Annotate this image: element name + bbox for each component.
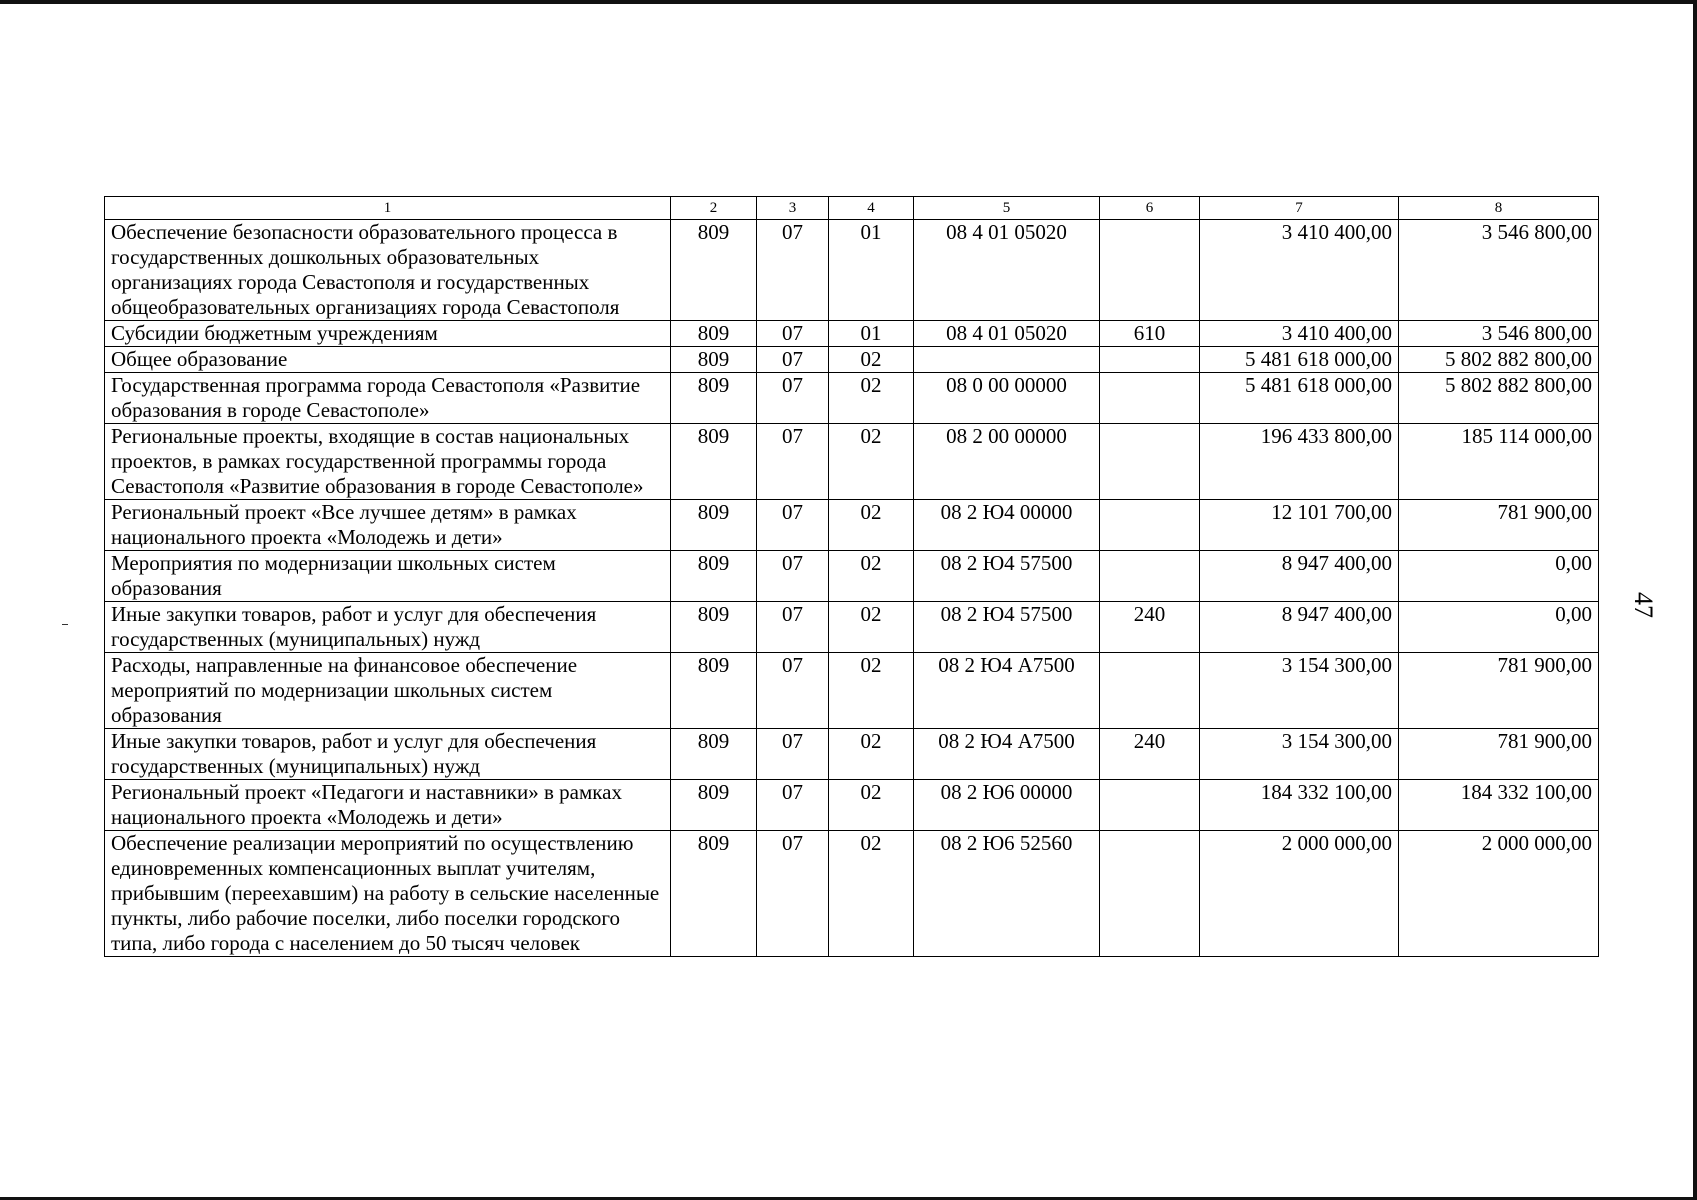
row-amount-col8: 781 900,00: [1399, 653, 1599, 729]
row-section: 07: [757, 424, 829, 500]
row-amount-col8: 3 546 800,00: [1399, 220, 1599, 321]
header-cell: 3: [757, 197, 829, 220]
table-row: [105, 729, 1599, 780]
row-amount-col8: 184 332 100,00: [1399, 780, 1599, 831]
row-target-article: 08 0 00 00000: [914, 373, 1100, 424]
scan-speck: [62, 624, 68, 625]
row-amount-col8: 5 802 882 800,00: [1399, 347, 1599, 373]
row-expense-type: [1100, 220, 1200, 321]
table-header-row: [105, 197, 1599, 220]
table-row: [105, 780, 1599, 831]
row-name: Обеспечение реализации мероприятий по осуществлению единовременных компенсационных выплат учителям, прибывшим (переехавшим) на работу в сельские населенные пункты, либо рабочие поселки, либо поселки городского типа, либо города с населением до 50 тысяч человек: [105, 831, 671, 957]
header-cell: 1: [105, 197, 671, 220]
row-amount-col8: 781 900,00: [1399, 729, 1599, 780]
row-subsection: 02: [829, 653, 914, 729]
row-admin-code: 809: [671, 780, 757, 831]
table-row: [105, 500, 1599, 551]
row-name: Мероприятия по модернизации школьных систем образования: [105, 551, 671, 602]
scan-border-top: [0, 0, 1697, 4]
row-expense-type: [1100, 551, 1200, 602]
row-target-article: 08 2 Ю4 A7500: [914, 729, 1100, 780]
header-cell: 5: [914, 197, 1100, 220]
row-admin-code: 809: [671, 500, 757, 551]
budget-table: [104, 196, 1599, 957]
row-admin-code: 809: [671, 220, 757, 321]
row-name: Иные закупки товаров, работ и услуг для обеспечения государственных (муниципальных) нужд: [105, 602, 671, 653]
row-subsection: 02: [829, 347, 914, 373]
row-section: 07: [757, 831, 829, 957]
row-admin-code: 809: [671, 347, 757, 373]
row-amount-col7: 2 000 000,00: [1200, 831, 1399, 957]
table-row: [105, 831, 1599, 957]
row-amount-col7: 8 947 400,00: [1200, 551, 1399, 602]
table-row: [105, 424, 1599, 500]
row-amount-col8: 185 114 000,00: [1399, 424, 1599, 500]
row-section: 07: [757, 653, 829, 729]
row-amount-col7: 8 947 400,00: [1200, 602, 1399, 653]
header-cell: 2: [671, 197, 757, 220]
table-row: [105, 347, 1599, 373]
row-expense-type: [1100, 347, 1200, 373]
row-subsection: 02: [829, 373, 914, 424]
row-section: 07: [757, 729, 829, 780]
row-amount-col7: 196 433 800,00: [1200, 424, 1399, 500]
row-amount-col8: 3 546 800,00: [1399, 321, 1599, 347]
row-amount-col8: 2 000 000,00: [1399, 831, 1599, 957]
row-name: Расходы, направленные на финансовое обеспечение мероприятий по модернизации школьных систем образования: [105, 653, 671, 729]
row-expense-type: 610: [1100, 321, 1200, 347]
row-amount-col8: 0,00: [1399, 602, 1599, 653]
row-admin-code: 809: [671, 551, 757, 602]
header-cell: 8: [1399, 197, 1599, 220]
page-number: 47: [1629, 592, 1658, 618]
row-admin-code: 809: [671, 602, 757, 653]
row-section: 07: [757, 602, 829, 653]
row-expense-type: [1100, 500, 1200, 551]
row-amount-col8: 0,00: [1399, 551, 1599, 602]
row-target-article: 08 2 Ю6 52560: [914, 831, 1100, 957]
row-amount-col7: 3 410 400,00: [1200, 220, 1399, 321]
row-expense-type: 240: [1100, 602, 1200, 653]
row-target-article: 08 2 Ю4 57500: [914, 602, 1100, 653]
scan-border-right: [1693, 0, 1697, 1200]
row-name: Региональные проекты, входящие в состав национальных проектов, в рамках государственной программы города Севастополя «Развитие образования в городе Севастополе»: [105, 424, 671, 500]
row-subsection: 02: [829, 729, 914, 780]
table-row: [105, 653, 1599, 729]
row-section: 07: [757, 220, 829, 321]
row-subsection: 02: [829, 602, 914, 653]
row-admin-code: 809: [671, 321, 757, 347]
row-name: Иные закупки товаров, работ и услуг для обеспечения государственных (муниципальных) нужд: [105, 729, 671, 780]
row-name: Региональный проект «Педагоги и наставники» в рамках национального проекта «Молодежь и дети»: [105, 780, 671, 831]
table-row: [105, 321, 1599, 347]
row-target-article: 08 2 Ю4 00000: [914, 500, 1100, 551]
row-section: 07: [757, 500, 829, 551]
row-name: Региональный проект «Все лучшее детям» в рамках национального проекта «Молодежь и дети»: [105, 500, 671, 551]
row-name: Государственная программа города Севастополя «Развитие образования в городе Севастополе»: [105, 373, 671, 424]
row-name: Общее образование: [105, 347, 671, 373]
row-subsection: 02: [829, 551, 914, 602]
header-cell: 4: [829, 197, 914, 220]
row-subsection: 02: [829, 500, 914, 551]
row-expense-type: 240: [1100, 729, 1200, 780]
row-admin-code: 809: [671, 373, 757, 424]
row-amount-col7: 5 481 618 000,00: [1200, 347, 1399, 373]
table-row: [105, 551, 1599, 602]
row-amount-col8: 781 900,00: [1399, 500, 1599, 551]
row-target-article: 08 2 00 00000: [914, 424, 1100, 500]
row-subsection: 02: [829, 831, 914, 957]
header-cell: 7: [1200, 197, 1399, 220]
row-subsection: 02: [829, 424, 914, 500]
row-expense-type: [1100, 424, 1200, 500]
row-section: 07: [757, 321, 829, 347]
header-cell: 6: [1100, 197, 1200, 220]
row-target-article: 08 2 Ю4 57500: [914, 551, 1100, 602]
row-amount-col7: 3 154 300,00: [1200, 729, 1399, 780]
row-admin-code: 809: [671, 729, 757, 780]
row-admin-code: 809: [671, 424, 757, 500]
row-amount-col8: 5 802 882 800,00: [1399, 373, 1599, 424]
row-expense-type: [1100, 831, 1200, 957]
row-amount-col7: 3 154 300,00: [1200, 653, 1399, 729]
row-section: 07: [757, 373, 829, 424]
row-amount-col7: 5 481 618 000,00: [1200, 373, 1399, 424]
row-subsection: 01: [829, 321, 914, 347]
row-section: 07: [757, 347, 829, 373]
row-amount-col7: 12 101 700,00: [1200, 500, 1399, 551]
row-admin-code: 809: [671, 831, 757, 957]
row-target-article: [914, 347, 1100, 373]
row-amount-col7: 184 332 100,00: [1200, 780, 1399, 831]
row-subsection: 01: [829, 220, 914, 321]
row-target-article: 08 4 01 05020: [914, 220, 1100, 321]
row-target-article: 08 4 01 05020: [914, 321, 1100, 347]
row-amount-col7: 3 410 400,00: [1200, 321, 1399, 347]
row-expense-type: [1100, 373, 1200, 424]
row-expense-type: [1100, 653, 1200, 729]
table-row: [105, 373, 1599, 424]
row-section: 07: [757, 551, 829, 602]
row-expense-type: [1100, 780, 1200, 831]
row-name: Обеспечение безопасности образовательного процесса в государственных дошкольных образовательных организациях города Севастополя и государственных общеобразовательных организациях города Севастополя: [105, 220, 671, 321]
row-subsection: 02: [829, 780, 914, 831]
row-target-article: 08 2 Ю4 A7500: [914, 653, 1100, 729]
row-target-article: 08 2 Ю6 00000: [914, 780, 1100, 831]
table-row: [105, 220, 1599, 321]
row-admin-code: 809: [671, 653, 757, 729]
row-section: 07: [757, 780, 829, 831]
row-name: Субсидии бюджетным учреждениям: [105, 321, 671, 347]
table-row: [105, 602, 1599, 653]
